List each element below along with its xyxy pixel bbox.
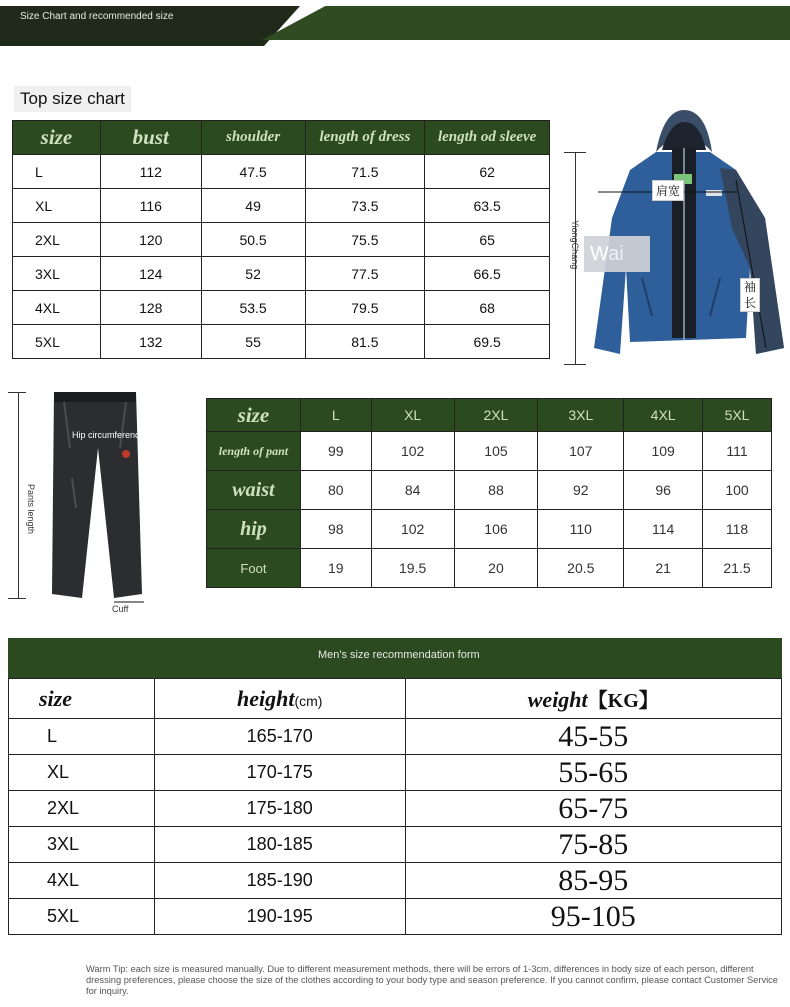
rec-height-cell: 190-195 xyxy=(154,899,405,935)
rec-height-unit: (cm) xyxy=(294,692,323,709)
rec-size-cell: 5XL xyxy=(9,899,155,935)
value-cell: 100 xyxy=(703,471,772,510)
pants-col-size: size xyxy=(207,399,301,432)
size-cell: XL xyxy=(13,189,101,223)
value-cell: 92 xyxy=(538,471,624,510)
warm-tip-note: Warm Tip: each size is measured manually. Due to different measurement methods, there will be errors of 1-3cm, differences in body size of each person, different dressing preferences, please choose the size of the clothes according to your body type and season preference. If you cannot confirm, please contact Customer Service for inquiry. xyxy=(86,964,778,996)
rec-size-cell: 3XL xyxy=(9,827,155,863)
dress-length-cell: 73.5 xyxy=(305,189,425,223)
sleeve-length-cell: 66.5 xyxy=(425,257,550,291)
rec-col-size xyxy=(9,679,155,719)
shoulder-cell: 52 xyxy=(201,257,305,291)
table-row xyxy=(9,791,782,827)
rec-weight-label: weight xyxy=(527,687,588,712)
table-row xyxy=(9,863,782,899)
table-row xyxy=(13,223,550,257)
top-col-bust: bust xyxy=(100,121,201,155)
pants-illustration xyxy=(6,388,156,620)
pants-col-3XL: 3XL xyxy=(538,399,624,432)
table-row xyxy=(207,432,772,471)
value-cell: 21.5 xyxy=(703,549,772,588)
value-cell: 102 xyxy=(371,432,454,471)
dress-length-cell: 79.5 xyxy=(305,291,425,325)
sleeve-length-tag: 袖长 xyxy=(740,278,760,312)
rec-size-cell: 2XL xyxy=(9,791,155,827)
bust-cell: 116 xyxy=(100,189,201,223)
rec-weight-cell: 55-65 xyxy=(405,755,781,791)
sleeve-length-cell: 62 xyxy=(425,155,550,189)
bust-cell: 128 xyxy=(100,291,201,325)
table-row xyxy=(207,471,772,510)
value-cell: 99 xyxy=(300,432,371,471)
size-cell: 4XL xyxy=(13,291,101,325)
table-row xyxy=(13,189,550,223)
table-row xyxy=(13,155,550,189)
dress-length-cell: 75.5 xyxy=(305,223,425,257)
pants-table-header-row xyxy=(207,399,772,432)
size-cell: 5XL xyxy=(13,325,101,359)
value-cell: 19.5 xyxy=(371,549,454,588)
shoulder-cell: 53.5 xyxy=(201,291,305,325)
table-row xyxy=(9,827,782,863)
rec-weight-cell: 45-55 xyxy=(405,719,781,755)
bust-cell: 132 xyxy=(100,325,201,359)
hip-circumference-tag: Hip circumference xyxy=(72,430,145,440)
pants-size-table xyxy=(206,398,772,588)
rec-height-label: height xyxy=(236,685,295,711)
bust-cell: 124 xyxy=(100,257,201,291)
pants-col-5XL: 5XL xyxy=(703,399,772,432)
rec-height-cell: 185-190 xyxy=(154,863,405,899)
jacket-illustration xyxy=(560,108,790,366)
dress-length-cell: 77.5 xyxy=(305,257,425,291)
table-row xyxy=(13,291,550,325)
value-cell: 109 xyxy=(624,432,703,471)
top-size-table xyxy=(12,120,550,359)
value-cell: 114 xyxy=(624,510,703,549)
sleeve-length-cell: 69.5 xyxy=(425,325,550,359)
rec-height-cell: 165-170 xyxy=(154,719,405,755)
table-row xyxy=(13,325,550,359)
row-label-hip: hip xyxy=(207,510,301,549)
recommendation-banner xyxy=(8,638,782,678)
shoulder-cell: 50.5 xyxy=(201,223,305,257)
dress-length-cell: 81.5 xyxy=(305,325,425,359)
rec-weight-cell: 75-85 xyxy=(405,827,781,863)
pants-col-2XL: 2XL xyxy=(454,399,538,432)
shoulder-width-tag: 肩宽 xyxy=(652,180,684,201)
value-cell: 80 xyxy=(300,471,371,510)
top-col-length-sleeve: length od sleeve xyxy=(425,121,550,155)
shoulder-cell: 49 xyxy=(201,189,305,223)
pants-col-4XL: 4XL xyxy=(624,399,703,432)
rec-size-label: size xyxy=(39,685,72,711)
size-cell: L xyxy=(13,155,101,189)
rec-weight-cell: 65-75 xyxy=(405,791,781,827)
table-row xyxy=(9,755,782,791)
row-label-foot: Foot xyxy=(207,549,301,588)
jacket-length-label: YiongChang xyxy=(570,220,580,270)
bust-cell: 120 xyxy=(100,223,201,257)
value-cell: 19 xyxy=(300,549,371,588)
rec-height-cell: 175-180 xyxy=(154,791,405,827)
rec-weight-unit: 【KG】 xyxy=(587,690,659,712)
table-row xyxy=(13,257,550,291)
shoulder-cell: 55 xyxy=(201,325,305,359)
rec-weight-cell: 85-95 xyxy=(405,863,781,899)
value-cell: 98 xyxy=(300,510,371,549)
top-chart-title: Top size chart xyxy=(14,86,131,112)
rec-size-cell: XL xyxy=(9,755,155,791)
table-row xyxy=(9,719,782,755)
sleeve-length-cell: 68 xyxy=(425,291,550,325)
value-cell: 111 xyxy=(703,432,772,471)
rec-col-height xyxy=(154,679,405,719)
header-banner xyxy=(0,0,790,46)
value-cell: 107 xyxy=(538,432,624,471)
recommendation-table xyxy=(8,678,782,935)
rec-height-cell: 170-175 xyxy=(154,755,405,791)
banner-green-segment xyxy=(262,6,790,40)
value-cell: 105 xyxy=(454,432,538,471)
rec-size-cell: 4XL xyxy=(9,863,155,899)
waist-tag: Wai xyxy=(584,236,650,272)
rec-height-cell: 180-185 xyxy=(154,827,405,863)
pants-col-L: L xyxy=(300,399,371,432)
cuff-tag: Cuff xyxy=(112,604,129,614)
top-col-shoulder: shoulder xyxy=(201,121,305,155)
value-cell: 20.5 xyxy=(538,549,624,588)
dress-length-cell: 71.5 xyxy=(305,155,425,189)
top-table-header-row xyxy=(13,121,550,155)
rec-size-cell: L xyxy=(9,719,155,755)
recommendation-title: Men's size recommendation form xyxy=(318,649,480,661)
table-row xyxy=(9,899,782,935)
top-col-size: size xyxy=(13,121,101,155)
value-cell: 106 xyxy=(454,510,538,549)
value-cell: 102 xyxy=(371,510,454,549)
row-label-waist: waist xyxy=(207,471,301,510)
table-row xyxy=(207,549,772,588)
row-label-length-of-pant: length of pant xyxy=(207,432,301,471)
pants-length-label: Pants length xyxy=(26,484,36,535)
value-cell: 96 xyxy=(624,471,703,510)
value-cell: 20 xyxy=(454,549,538,588)
value-cell: 84 xyxy=(371,471,454,510)
value-cell: 21 xyxy=(624,549,703,588)
value-cell: 118 xyxy=(703,510,772,549)
table-row xyxy=(207,510,772,549)
value-cell: 110 xyxy=(538,510,624,549)
size-cell: 3XL xyxy=(13,257,101,291)
sleeve-length-cell: 65 xyxy=(425,223,550,257)
shoulder-cell: 47.5 xyxy=(201,155,305,189)
rec-col-weight xyxy=(405,679,781,719)
size-cell: 2XL xyxy=(13,223,101,257)
top-col-length-dress: length of dress xyxy=(305,121,425,155)
banner-title: Size Chart and recommended size xyxy=(20,11,174,22)
pants-col-XL: XL xyxy=(371,399,454,432)
rec-weight-cell: 95-105 xyxy=(405,899,781,935)
recommendation-header-row xyxy=(9,679,782,719)
bust-cell: 112 xyxy=(100,155,201,189)
value-cell: 88 xyxy=(454,471,538,510)
pants-icon xyxy=(6,388,156,620)
sleeve-length-cell: 63.5 xyxy=(425,189,550,223)
